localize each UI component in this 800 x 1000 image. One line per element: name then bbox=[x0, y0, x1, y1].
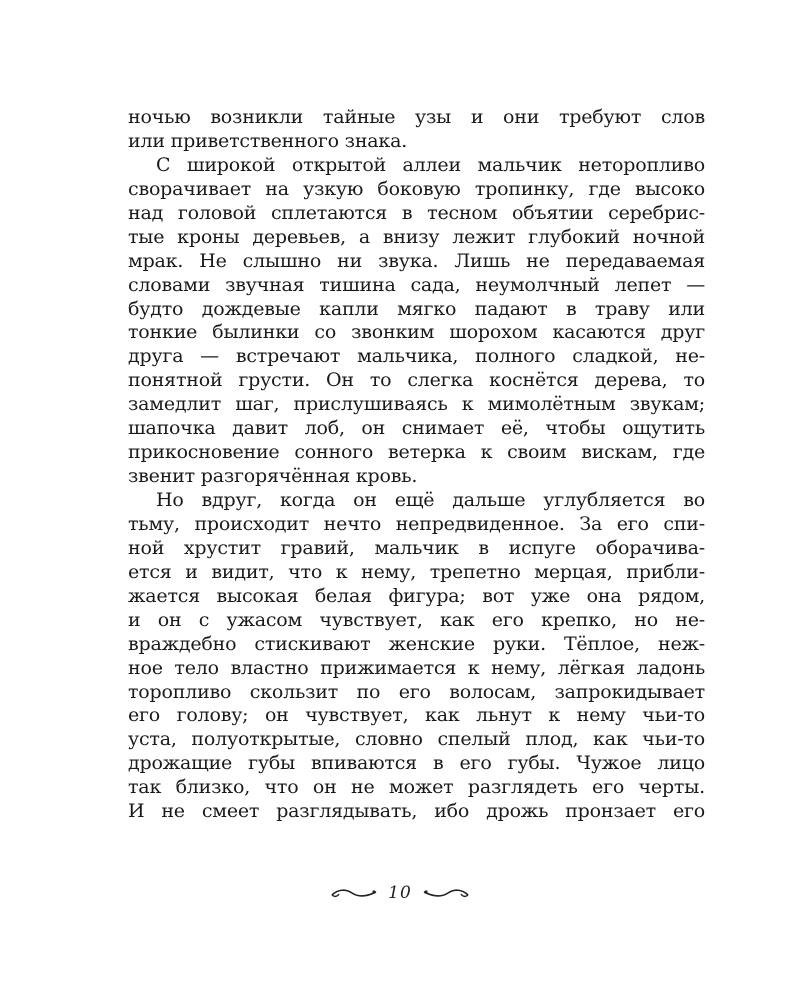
left-flourish-icon bbox=[330, 886, 378, 900]
text-line: так близко, что он не может разглядеть его черты. bbox=[128, 776, 705, 799]
text-line: над головой сплетаются в тесном объятии серебрис- bbox=[128, 201, 705, 224]
text-line: мрак. Не слышно ни звука. Лишь не передаваемая bbox=[128, 249, 705, 272]
text-line: замедлит шаг, прислушиваясь к мимолётным звукам; bbox=[128, 393, 705, 416]
text-line: Но вдруг, когда он ещё дальше углубляется во bbox=[156, 489, 705, 511]
text-line: прикосновение сонного ветерка к своим вискам, где bbox=[128, 441, 705, 464]
text-line: его голову; он чувствует, как льнут к нему чьи-то bbox=[128, 704, 705, 727]
text-line: жается высокая белая фигура; вот уже она рядом, bbox=[128, 584, 705, 607]
text-line: понятной грусти. Он то слегка коснётся дерева, то bbox=[128, 369, 705, 392]
text-line: ночью возникли тайные узы и они требуют слов bbox=[128, 106, 705, 128]
text-line: тые кроны деревьев, а внизу лежит глубокий ночной bbox=[128, 225, 705, 248]
text-line: сворачивает на узкую боковую тропинку, где высоко bbox=[128, 177, 705, 200]
page-number: 10 bbox=[388, 883, 412, 903]
text-line: друга — встречают мальчика, полного сладкой, не- bbox=[128, 345, 705, 368]
text-line: торопливо скользит по его волосам, запрокидывает bbox=[128, 680, 705, 703]
text-line: шапочка давит лоб, он снимает её, чтобы ощутить bbox=[128, 417, 705, 440]
text-line: уста, полуоткрытые, словно спелый плод, как чьи-то bbox=[128, 728, 705, 751]
text-line: ное тело властно прижимается к нему, лёгкая ладонь bbox=[128, 656, 705, 679]
text-line: ется и видит, что к нему, трепетно мерцая, прибли- bbox=[128, 560, 705, 583]
text-line: С широкой открытой аллеи мальчик неторопливо bbox=[156, 153, 705, 176]
right-flourish-icon bbox=[422, 886, 470, 900]
text-line: тонкие былинки со звонким шорохом касаются друг bbox=[128, 321, 705, 344]
text-line: или приветственного знака. bbox=[128, 129, 408, 152]
text-line: ной хрустит гравий, мальчик в испуге оборачива- bbox=[128, 536, 705, 559]
text-line: дрожащие губы впиваются в его губы. Чужое лицо bbox=[128, 752, 705, 775]
text-line: звенит разгорячённая кровь. bbox=[128, 465, 418, 488]
text-line: словами звучная тишина сада, неумолчный лепет — bbox=[128, 273, 705, 296]
text-line: тьму, происходит нечто непредвиденное. За его спи- bbox=[128, 512, 705, 535]
text-line: и он с ужасом чувствует, как его крепко, но не- bbox=[128, 608, 705, 631]
text-line: враждебно стискивают женские руки. Тёплое, неж- bbox=[128, 632, 705, 655]
page-text bbox=[128, 106, 705, 824]
text-line: И не смеет разглядывать, ибо дрожь пронзает его bbox=[128, 800, 705, 823]
text-line: будто дождевые капли мягко падают в траву или bbox=[128, 297, 705, 320]
page-footer bbox=[0, 878, 800, 908]
